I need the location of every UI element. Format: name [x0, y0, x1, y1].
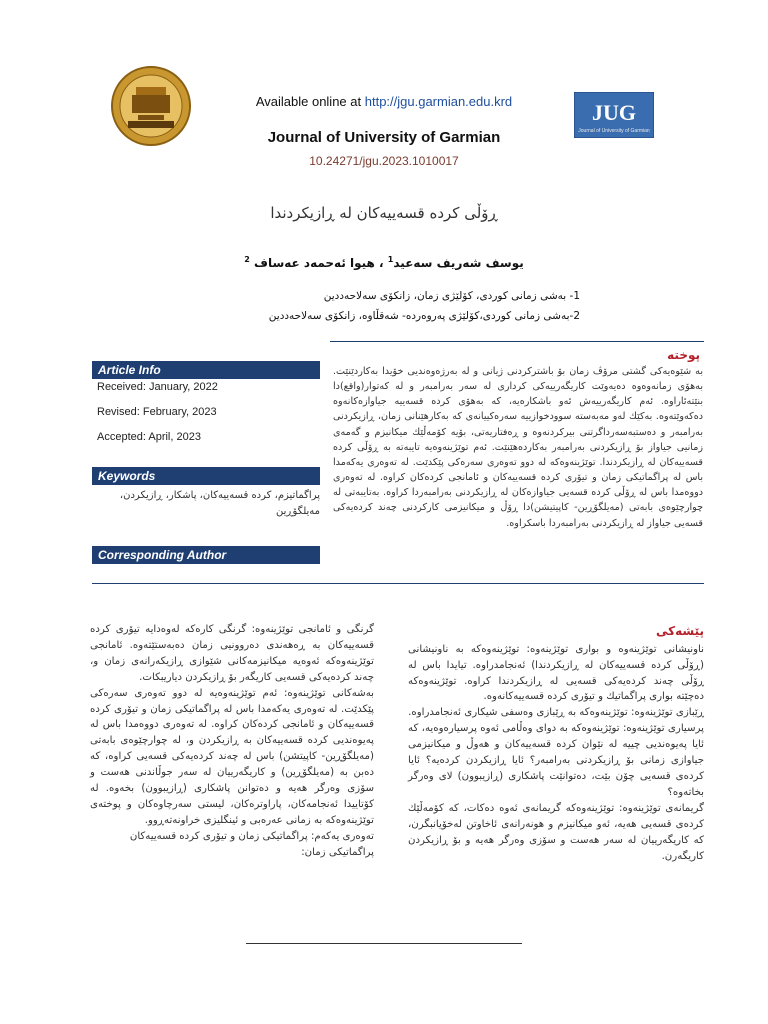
intro-paragraph-question: پرسیاری توێژینەوە: توێژینەوەکە بە دوای وەڵامی ئەوە پرسیارەوەیە، کە ئایا پەیوەندیی چییە لە نێوان کردە قسەییەکان و هەوڵ و میکانیزمی جیاوازی زمانی بۆ ڕازیکردنی بەرامبەر؟ ئایا ڕازیکردن کردەیە؟ ئایا کردەی قسەیی چۆن بێت، دەتوانێت پاشکاری (ڕازیبوون) لای وەرگر بخاتەوە؟: [408, 723, 704, 798]
keywords-text: پراگماتیزم، کردە قسەییەکان، پاشکار، ڕازیکردن، مەیلگۆڕین: [119, 490, 320, 517]
body-left-column: [90, 622, 374, 861]
affiliation-2: 2-بەشی زمانی کوردی،کۆلێژی پەروەردە- شەقڵاوە، زانکۆی سەلاحەددین: [268, 310, 580, 322]
corresponding-author-heading: Corresponding Author: [92, 546, 320, 564]
article-info-heading: Article Info: [92, 361, 320, 379]
author-separator: ،: [374, 256, 388, 270]
doi[interactable]: 10.24271/jgu.2023.1010017: [309, 154, 459, 168]
abstract-top-rule: [330, 341, 704, 342]
intro-paragraph-title: ناونیشانی توێژینەوە و بواری توێژینەوە: توێژینەوەکە بە ناونیشانی (ڕۆڵی کردە قسەییەکان لە ڕازیکردندا) ئەنجامدراوە. تیایدا باس لە ڕۆڵی چەند کردەیەکی قسەیی لە ڕازیکردندا کراوە. توێژینەوەکە دەچێتە بواری پراگماتیك و تیۆری کردە قسەییەکانەوە.: [408, 643, 704, 703]
intro-paragraph-hypothesis: گریمانەی توێژینەوە: توێژینەوەکە گریمانەی ئەوە دەکات، کە کۆمەڵێك کردەی قسەیی هەیە، ئەو میکانیزم و هونەرانەی ئاخاوتن لەخۆیانبگرن، کە کاریگەرییان لە سەر هەست و سۆزی وەرگر هەیە و بۆ ڕازیکردن کاریگەرن.: [408, 802, 704, 862]
section-divider: [92, 583, 704, 584]
intro-heading: پێشەکی: [655, 624, 704, 638]
author-1-sup: 1: [387, 255, 394, 264]
footnote-rule: [246, 943, 522, 944]
importance-paragraph: گرنگی و ئامانجی توێژینەوە: گرنگی کارەکە لەوەدایە تیۆری کردە قسەییەکان بە ڕەهەندی دەروونیی زمان دەبەستێتەوە. ئامانجی توێژینەوەکە ئەوەیە میکانیزمەکانی شێوازی ڕازیکەرانەی زمان و، چەند کردەیەکی قسەیی کاریگەر بۆ ڕازیکردن دیاریبکات.: [90, 624, 374, 683]
author-1: یوسف شەریف سەعید: [393, 256, 524, 270]
pragmatics-subheading: پراگماتیکی زمان:: [301, 846, 374, 858]
available-prefix: Available online at: [255, 94, 365, 109]
accepted-date: Accepted: April, 2023: [97, 431, 201, 443]
intro-paragraph-method: ڕێبازی توێژینەوە: توێژینەوەکە بە ڕێبازی وەسفی شیکاری ئەنجامدراوە.: [408, 707, 704, 719]
revised-date: Revised: February, 2023: [97, 406, 217, 418]
sections-paragraph: بەشەکانی توێژینەوە: ئەم توێژینەوەیە لە دوو تەوەری سەرەکی پێکدێت. لە تەوەری یەکەمدا باس لە پراگماتیکی زمان و تیۆری کردە قسەییەکان و ئامانجی کردەکان کراوە. لە تەوەری دووەمدا باس لە پەیوەندیی کردە قسەییەکان بە ڕازیکردن و، لە چوارچێوەی بابەتی (مەیلگۆڕین- کاپیتشن) باس لە چەند کردەیەکی قسەیی کراوە، کە دەبن بە (مەیلگۆڕین) و کاریگەرییان لە سەر جوڵاندنی هەست و سۆزی وەرگر هەیە و دەتوانن پاشکاری (ڕازیبوون) بخەوە. لە کۆتاییدا ئەنجامەکان، پاراوترەکان، لیستی سەرچاوەکان و پوختەی توێژینەوەکە بە زمانی عەرەبی و ئینگلیزی خراونەتەڕوو.: [90, 687, 374, 826]
intro-column: [408, 622, 704, 864]
author-2-sup: 2: [244, 255, 250, 264]
journal-logo-text: JUG: [592, 100, 636, 125]
affiliation-1: 1- بەشی زمانی کوردی، کۆلێژی زمان، زانکۆی سەلاحەددین: [323, 290, 580, 302]
article-title: ڕۆڵی کردە قسەییەکان لە ڕازیکردندا: [270, 204, 498, 222]
journal-logo: [574, 92, 654, 138]
journal-name: Journal of University of Garmian: [267, 129, 501, 146]
authors: [0, 255, 768, 270]
keywords-heading: Keywords: [92, 467, 320, 485]
journal-logo-caption: Journal of University of Garmian: [578, 128, 650, 134]
author-2: هیوا ئەحمەد عەساف: [254, 256, 375, 270]
abstract-body: بە شێوەیەکی گشتی مرۆڤ زمان بۆ باشترکردنی ژیانی و لە بەرژەوەندیی خۆیدا بەکاردێنێت. بەهۆی زمانەوەوە دەیەوێت کاریگەرییەکی کرداری لە سەر بەرامبەر و لە کەتوار(واقع)دا بنێتەئاراوە. ئەم کاریگەرییەش ئەو باشکارەیە، کە بەهۆی کردە قسەییە جیاوازەکانەوە دەکەوێتەوە. بەکێك لەو مەبەستە سوودخوازییە سەرەکییانەی کە بەکارهێنانی زمان، ڕازیکردنی بەرامبەر و دەستبەسەرداگرتنی بیرکردنەوە و ڕەفتاریەتی، بۆیە کۆمەڵێك میکانیزم و گەمەی زمانیی جیاواز بۆ ڕازیکردنی بەرامبەر بەکاردەهێنێت. ئەم توێژینەوەیە تایبەتە بە ڕۆڵی کردە قسەییەکان لە ڕازیکردندا. توێژینەوەکە لە دوو تەوەری سەرەکی پێکدێت. لە تەوەری یەکەمدا باس لە پراگماتیکی زمان و تیۆری کردە قسەییەکان و ئامانجی کردەکان کراوە. لە تەوەری دووەمدا باس لە ڕۆڵی کردە قسەیی جیاوازەکان لە ڕازیکردنی بەرامبەردا کراوە. بەتایبەتی لە چوارچێوەی بابەتی (مەیلگۆڕین- کاپیتیشن)دا ڕۆڵ و میکانیزمی کارکردنی چەند کردەیەکی قسەیی جیاواز لە ڕازیکردنی بەرامبەردا باسکراوە.: [333, 366, 703, 529]
abstract-heading: پوختە: [667, 348, 700, 362]
first-axis-heading: تەوەری یەکەم: پراگماتیکی زمان و تیۆری کردە قسەییەکان: [129, 830, 374, 842]
received-date: Received: January, 2022: [97, 381, 218, 393]
journal-url-link[interactable]: http://jgu.garmian.edu.krd: [364, 94, 513, 109]
